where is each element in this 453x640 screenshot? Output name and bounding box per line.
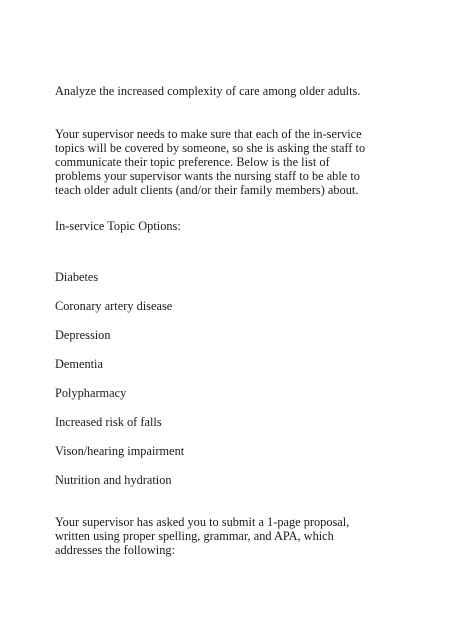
options-heading: In-service Topic Options:	[55, 219, 181, 233]
closing-line: Your supervisor has asked you to submit a 1-page proposal,	[55, 515, 350, 529]
topic-item: Diabetes	[55, 270, 99, 284]
intro-line: topics will be covered by someone, so she is asking the staff to	[55, 141, 366, 155]
topic-item: Coronary artery disease	[55, 299, 173, 313]
topic-item: Depression	[55, 328, 111, 342]
intro-line: communicate their topic preference. Below is the list of	[55, 155, 330, 169]
topic-item: Nutrition and hydration	[55, 473, 172, 487]
intro-line: Your supervisor needs to make sure that each of the in-service	[55, 127, 362, 141]
topic-item: Increased risk of falls	[55, 415, 162, 429]
topic-item: Polypharmacy	[55, 386, 127, 400]
intro-line: teach older adult clients (and/or their family members) about.	[55, 183, 359, 197]
document-title: Analyze the increased complexity of care among older adults.	[55, 84, 361, 98]
intro-line: problems your supervisor wants the nursing staff to be able to	[55, 169, 360, 183]
closing-line: addresses the following:	[55, 543, 176, 557]
topic-item: Vison/hearing impairment	[55, 444, 185, 458]
closing-line: written using proper spelling, grammar, and APA, which	[55, 529, 334, 543]
topic-item: Dementia	[55, 357, 103, 371]
